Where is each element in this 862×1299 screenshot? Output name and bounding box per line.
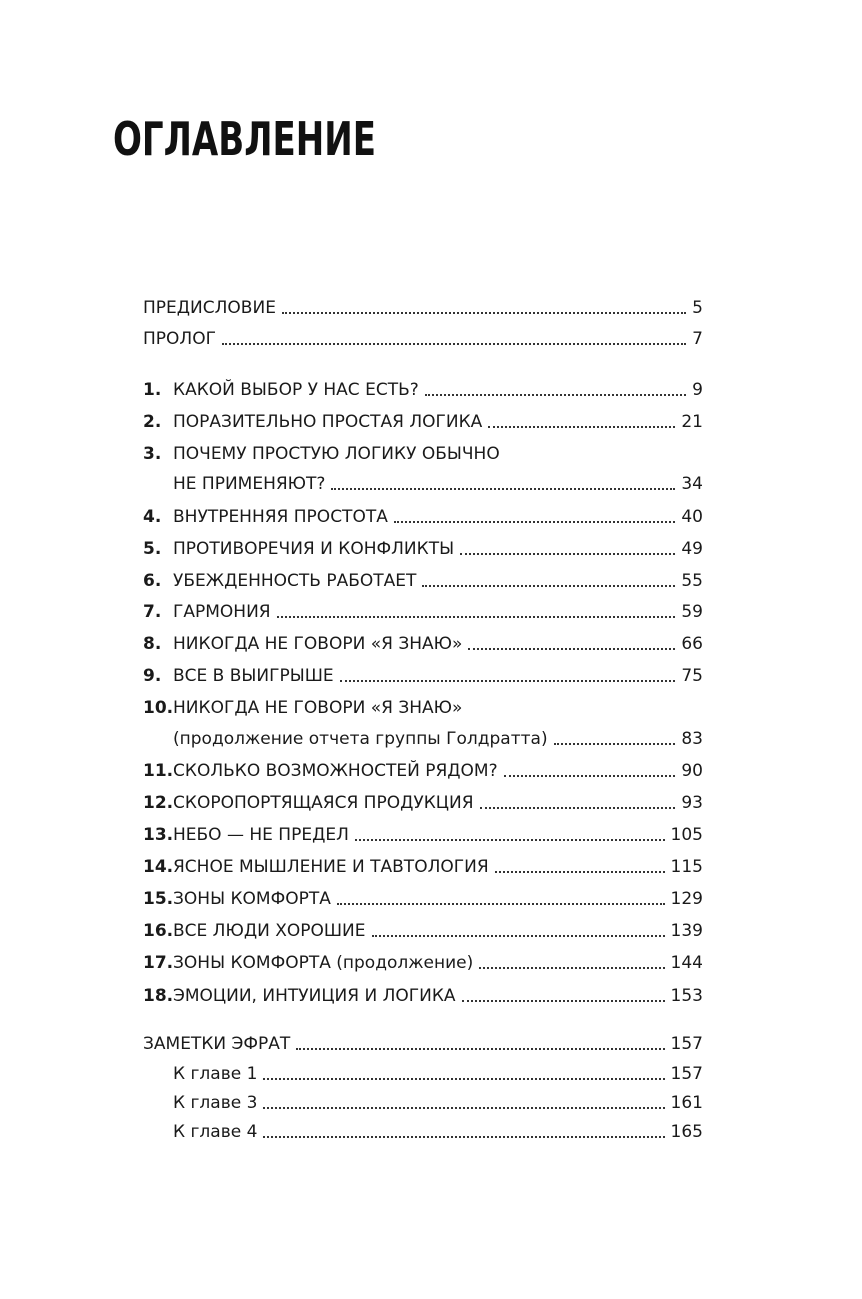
chapter-number: 11.	[143, 761, 174, 781]
leader-dots	[480, 807, 676, 809]
leader-dots	[372, 935, 665, 937]
toc-entry-chapter-12[interactable]	[143, 788, 703, 814]
toc-entry-title: ПОРАЗИТЕЛЬНО ПРОСТАЯ ЛОГИКА	[173, 412, 483, 432]
toc-entry-page: 40	[681, 507, 703, 527]
chapter-number: 15.	[143, 889, 174, 909]
toc-entry-title: СКОЛЬКО ВОЗМОЖНОСТЕЙ РЯДОМ?	[173, 761, 498, 781]
toc-entry-title-cont: (продолжение отчета группы Голдратта)	[173, 729, 548, 749]
leader-dots	[425, 394, 686, 396]
leader-dots	[460, 553, 675, 555]
toc-entry-page: 153	[670, 986, 703, 1006]
toc-entry-chapter-3-cont[interactable]	[173, 469, 703, 495]
leader-dots	[282, 312, 686, 314]
toc-entry-page: 9	[692, 380, 703, 400]
toc-entry-chapter-17[interactable]	[143, 948, 703, 974]
toc-entry-chapter-6[interactable]	[143, 566, 703, 592]
leader-dots	[263, 1107, 664, 1109]
toc-entry-page: 7	[692, 329, 703, 349]
chapter-number: 1.	[143, 380, 162, 400]
toc-entry-title: ПРОЛОГ	[143, 329, 216, 349]
toc-entry-chapter-10[interactable]	[143, 693, 703, 719]
toc-entry-page: 5	[692, 298, 703, 318]
toc-entry-title: ВСЕ ЛЮДИ ХОРОШИЕ	[173, 921, 366, 941]
toc-entry-page: 66	[681, 634, 703, 654]
toc-entry-page: 93	[681, 793, 703, 813]
toc-entry-chapter-3[interactable]	[143, 439, 703, 465]
toc-entry-chapter-9[interactable]	[143, 661, 703, 687]
toc-entry-page: 55	[681, 571, 703, 591]
toc-entry-page: 21	[681, 412, 703, 432]
chapter-number: 9.	[143, 666, 162, 686]
toc-entry-title: К главе 4	[173, 1122, 258, 1142]
chapter-number: 2.	[143, 412, 162, 432]
leader-dots	[337, 903, 665, 905]
toc-entry-title: ВНУТРЕННЯЯ ПРОСТОТА	[173, 507, 388, 527]
toc-entry-prologue[interactable]	[143, 324, 703, 350]
toc-entry-page: 75	[681, 666, 703, 686]
toc-entry-title: НИКОГДА НЕ ГОВОРИ «Я ЗНАЮ»	[173, 634, 463, 654]
leader-dots	[355, 839, 665, 841]
toc-entry-chapter-18[interactable]	[143, 981, 703, 1007]
chapter-number: 8.	[143, 634, 162, 654]
leader-dots	[479, 967, 664, 969]
toc-entry-title: К главе 3	[173, 1093, 258, 1113]
chapter-number: 17.	[143, 953, 174, 973]
chapter-number: 4.	[143, 507, 162, 527]
toc-entry-chapter-10-cont[interactable]	[173, 724, 703, 750]
toc-entry-page: 105	[670, 825, 703, 845]
toc-entry-chapter-15[interactable]	[143, 884, 703, 910]
toc-entry-page: 49	[681, 539, 703, 559]
leader-dots	[468, 648, 675, 650]
leader-dots	[222, 343, 686, 345]
toc-entry-title: ЗОНЫ КОМФОРТА	[173, 889, 331, 909]
toc-entry-title: КАКОЙ ВЫБОР У НАС ЕСТЬ?	[173, 380, 419, 400]
toc-entry-preface[interactable]	[143, 293, 703, 319]
toc-entry-chapter-16[interactable]	[143, 916, 703, 942]
toc-entry-notes-chapter-3[interactable]	[173, 1088, 703, 1114]
toc-entry-title-cont: НЕ ПРИМЕНЯЮТ?	[173, 474, 326, 494]
toc-entry-title: НЕБО — НЕ ПРЕДЕЛ	[173, 825, 349, 845]
toc-entry-notes-chapter-4[interactable]	[173, 1117, 703, 1143]
toc-entry-title: ПРОТИВОРЕЧИЯ И КОНФЛИКТЫ	[173, 539, 455, 559]
toc-entry-title: ПРЕДИСЛОВИЕ	[143, 298, 276, 318]
toc-entry-title: ЗАМЕТКИ ЭФРАТ	[143, 1034, 291, 1054]
page-title: ОГЛАВЛЕНИЕ	[113, 112, 376, 166]
leader-dots	[296, 1048, 664, 1050]
chapter-number: 10.	[143, 698, 174, 718]
chapter-number: 5.	[143, 539, 162, 559]
leader-dots	[394, 521, 676, 523]
toc-entry-title: НИКОГДА НЕ ГОВОРИ «Я ЗНАЮ»	[173, 698, 463, 718]
leader-dots	[340, 680, 676, 682]
toc-entry-notes-chapter-1[interactable]	[173, 1059, 703, 1085]
toc-entry-title: К главе 1	[173, 1064, 258, 1084]
toc-entry-chapter-2[interactable]	[143, 407, 703, 433]
toc-entry-title: ГАРМОНИЯ	[173, 602, 271, 622]
toc-entry-page: 115	[670, 857, 703, 877]
leader-dots	[495, 871, 665, 873]
toc-entry-title: СКОРОПОРТЯЩАЯСЯ ПРОДУКЦИЯ	[173, 793, 474, 813]
chapter-number: 6.	[143, 571, 162, 591]
toc-entry-page: 59	[681, 602, 703, 622]
toc-entry-page: 161	[670, 1093, 703, 1113]
toc-entry-chapter-11[interactable]	[143, 756, 703, 782]
toc-entry-page: 34	[681, 474, 703, 494]
leader-dots	[504, 775, 676, 777]
toc-entry-chapter-4[interactable]	[143, 502, 703, 528]
leader-dots	[277, 616, 676, 618]
chapter-number: 13.	[143, 825, 174, 845]
chapter-number: 7.	[143, 602, 162, 622]
toc-entry-page: 83	[681, 729, 703, 749]
toc-entry-page: 139	[670, 921, 703, 941]
leader-dots	[462, 1000, 665, 1002]
toc-entry-chapter-5[interactable]	[143, 534, 703, 560]
toc-entry-page: 90	[681, 761, 703, 781]
toc-entry-page: 157	[670, 1064, 703, 1084]
chapter-number: 14.	[143, 857, 174, 877]
chapter-number: 16.	[143, 921, 174, 941]
leader-dots	[422, 585, 675, 587]
toc-entry-title: ЭМОЦИИ, ИНТУИЦИЯ И ЛОГИКА	[173, 986, 456, 1006]
toc-entry-chapter-14[interactable]	[143, 852, 703, 878]
leader-dots	[263, 1078, 664, 1080]
toc-entry-chapter-8[interactable]	[143, 629, 703, 655]
chapter-number: 18.	[143, 986, 174, 1006]
toc-entry-chapter-1[interactable]	[143, 375, 703, 401]
toc-entry-chapter-13[interactable]	[143, 820, 703, 846]
toc-entry-title: ЯСНОЕ МЫШЛЕНИЕ И ТАВТОЛОГИЯ	[173, 857, 489, 877]
toc-entry-title: ЗОНЫ КОМФОРТА (продолжение)	[173, 953, 474, 973]
leader-dots	[263, 1136, 664, 1138]
toc-entry-page: 144	[670, 953, 703, 973]
chapter-number: 3.	[143, 444, 162, 464]
toc-entry-chapter-7[interactable]	[143, 597, 703, 623]
toc-entry-title: ПОЧЕМУ ПРОСТУЮ ЛОГИКУ ОБЫЧНО	[173, 444, 500, 464]
toc-entry-page: 129	[670, 889, 703, 909]
toc-entry-page: 165	[670, 1122, 703, 1142]
leader-dots	[331, 488, 675, 490]
leader-dots	[554, 743, 676, 745]
toc-entry-title: УБЕЖДЕННОСТЬ РАБОТАЕТ	[173, 571, 417, 591]
leader-dots	[488, 426, 675, 428]
toc-entry-notes[interactable]	[143, 1029, 703, 1055]
toc-entry-page: 157	[670, 1034, 703, 1054]
toc-entry-title: ВСЕ В ВЫИГРЫШЕ	[173, 666, 334, 686]
chapter-number: 12.	[143, 793, 174, 813]
